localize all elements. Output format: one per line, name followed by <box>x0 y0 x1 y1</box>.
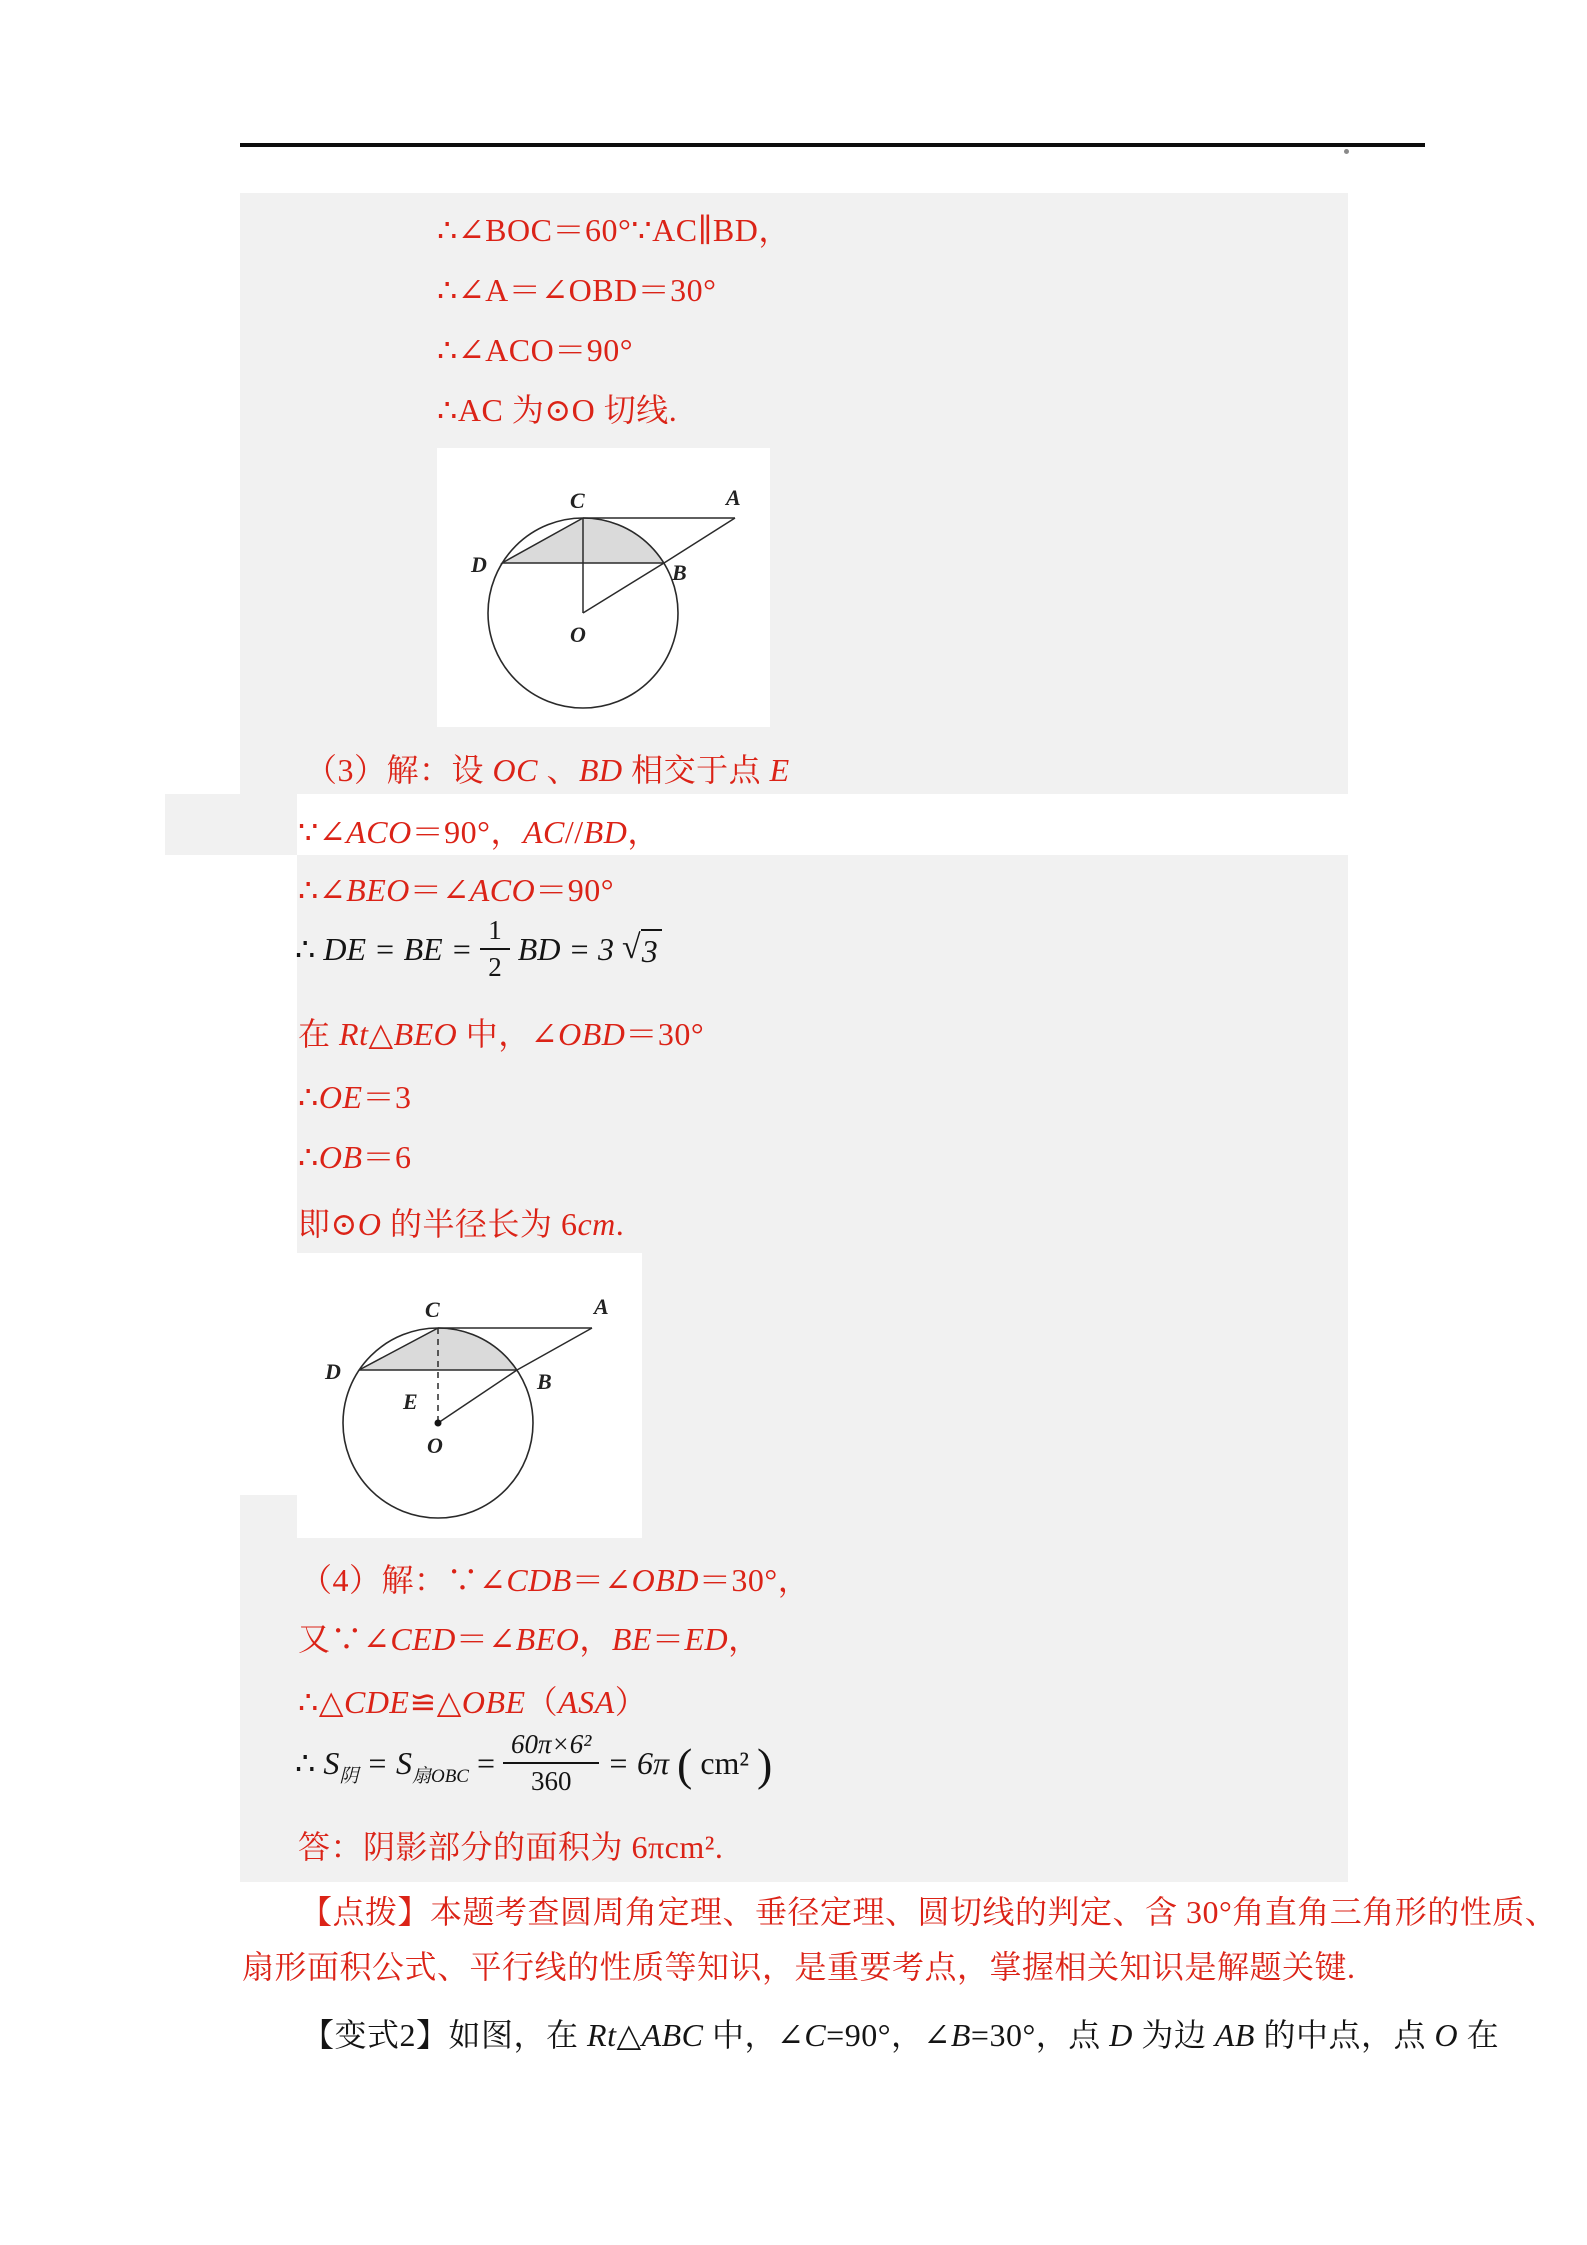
statement-line: 又∵∠CED＝∠BEO，BE＝ED， <box>298 1621 761 1657</box>
gray-panel-left-tab <box>165 794 297 855</box>
statement-line: （3）解：设 OC 、BD 相交于点 E <box>305 752 790 788</box>
label-o: O <box>570 622 586 647</box>
formula-de-be <box>295 915 662 983</box>
circle-diagram-2 <box>297 1253 642 1538</box>
statement-line: 【变式2】如图，在 Rt△ABC 中，∠C=90°，∠B=30°，点 D 为边 AB 的中点，点 O 在 <box>302 2017 1500 2053</box>
circle-diagram-1 <box>437 448 770 727</box>
label-a: A <box>594 1294 609 1319</box>
statement-line: 扇形面积公式、平行线的性质等知识，是重要考点，掌握相关知识是解题关键. <box>242 1949 1356 1985</box>
label-d: D <box>471 552 487 577</box>
unit-cm2: cm² <box>700 1744 750 1781</box>
fraction-one-half: $\frac{1}{2}$ <box>480 915 510 983</box>
equals-s-fan: = $S_{扇OBC}$ <box>366 1744 469 1787</box>
sqrt-three: √ 3 <box>622 929 662 970</box>
statement-line: ∴OB＝6 <box>298 1139 412 1175</box>
white-notch <box>240 1250 297 1495</box>
statement-line: ∴∠BOC＝60°∵AC∥BD， <box>437 212 791 248</box>
label-o: O <box>427 1433 443 1458</box>
label-c: C <box>425 1297 440 1322</box>
statement-line: 【点拨】本题考查圆周角定理、垂径定理、圆切线的判定、含 30°角直角三角形的性质、 <box>300 1894 1558 1930</box>
label-e: E <box>403 1389 418 1414</box>
label-b: B <box>537 1369 552 1394</box>
header-rule <box>240 143 1425 147</box>
fraction-sector: $\frac{\text{60π×6²}}{360}$ <box>503 1729 599 1797</box>
statement-line: ∴∠BEO＝∠ACO＝90° <box>298 872 615 908</box>
label-d: D <box>325 1359 341 1384</box>
therefore-symbol: ∴ <box>295 1745 316 1782</box>
formula-mid: BD = 3 <box>517 930 615 967</box>
s-var: $S_阴$ <box>323 1744 359 1787</box>
sub-fan-obc: 扇OBC <box>411 1765 469 1787</box>
sub-yin: 阴 <box>339 1765 359 1787</box>
statement-line: ∴∠ACO＝90° <box>437 332 634 368</box>
statement-line: 即⊙O 的半径长为 6cm. <box>298 1206 625 1242</box>
result-six-pi: = 6π <box>607 1744 669 1781</box>
label-a: A <box>726 485 741 510</box>
gray-panel-top <box>240 193 1348 794</box>
equals: = <box>476 1744 496 1781</box>
label-b: B <box>672 560 687 585</box>
segment-bo <box>583 563 664 613</box>
therefore-symbol: ∴ <box>295 931 316 968</box>
statement-line: ∴AC 为⊙O 切线. <box>437 392 678 428</box>
statement-line: （4）解：∵∠CDB＝∠OBD＝30°， <box>300 1562 811 1598</box>
center-point-o <box>435 1420 442 1427</box>
formula-left: DE = BE = <box>323 930 473 967</box>
formula-shaded-area: ∴ $S_阴$ = $S_{扇OBC}$ = $\frac{\text{60π×6²}}{360}$ = 6π ( cm² ) <box>295 1729 773 1797</box>
label-c: C <box>570 488 585 513</box>
statement-line: ∵∠ACO＝90°，AC//BD， <box>298 814 660 850</box>
segment-ab <box>517 1328 592 1370</box>
segment-ab <box>664 518 735 563</box>
statement-line: 答：阴影部分的面积为 6πcm². <box>298 1829 724 1865</box>
segment-bo <box>438 1370 517 1423</box>
statement-line: 在 Rt△BEO 中，∠OBD＝30° <box>298 1016 705 1052</box>
statement-line: ∴OE＝3 <box>298 1079 412 1115</box>
stray-dot <box>1344 149 1349 154</box>
statement-line: ∴△CDE≌△OBE（ASA） <box>298 1684 648 1720</box>
statement-line: ∴∠A＝∠OBD＝30° <box>437 272 717 308</box>
